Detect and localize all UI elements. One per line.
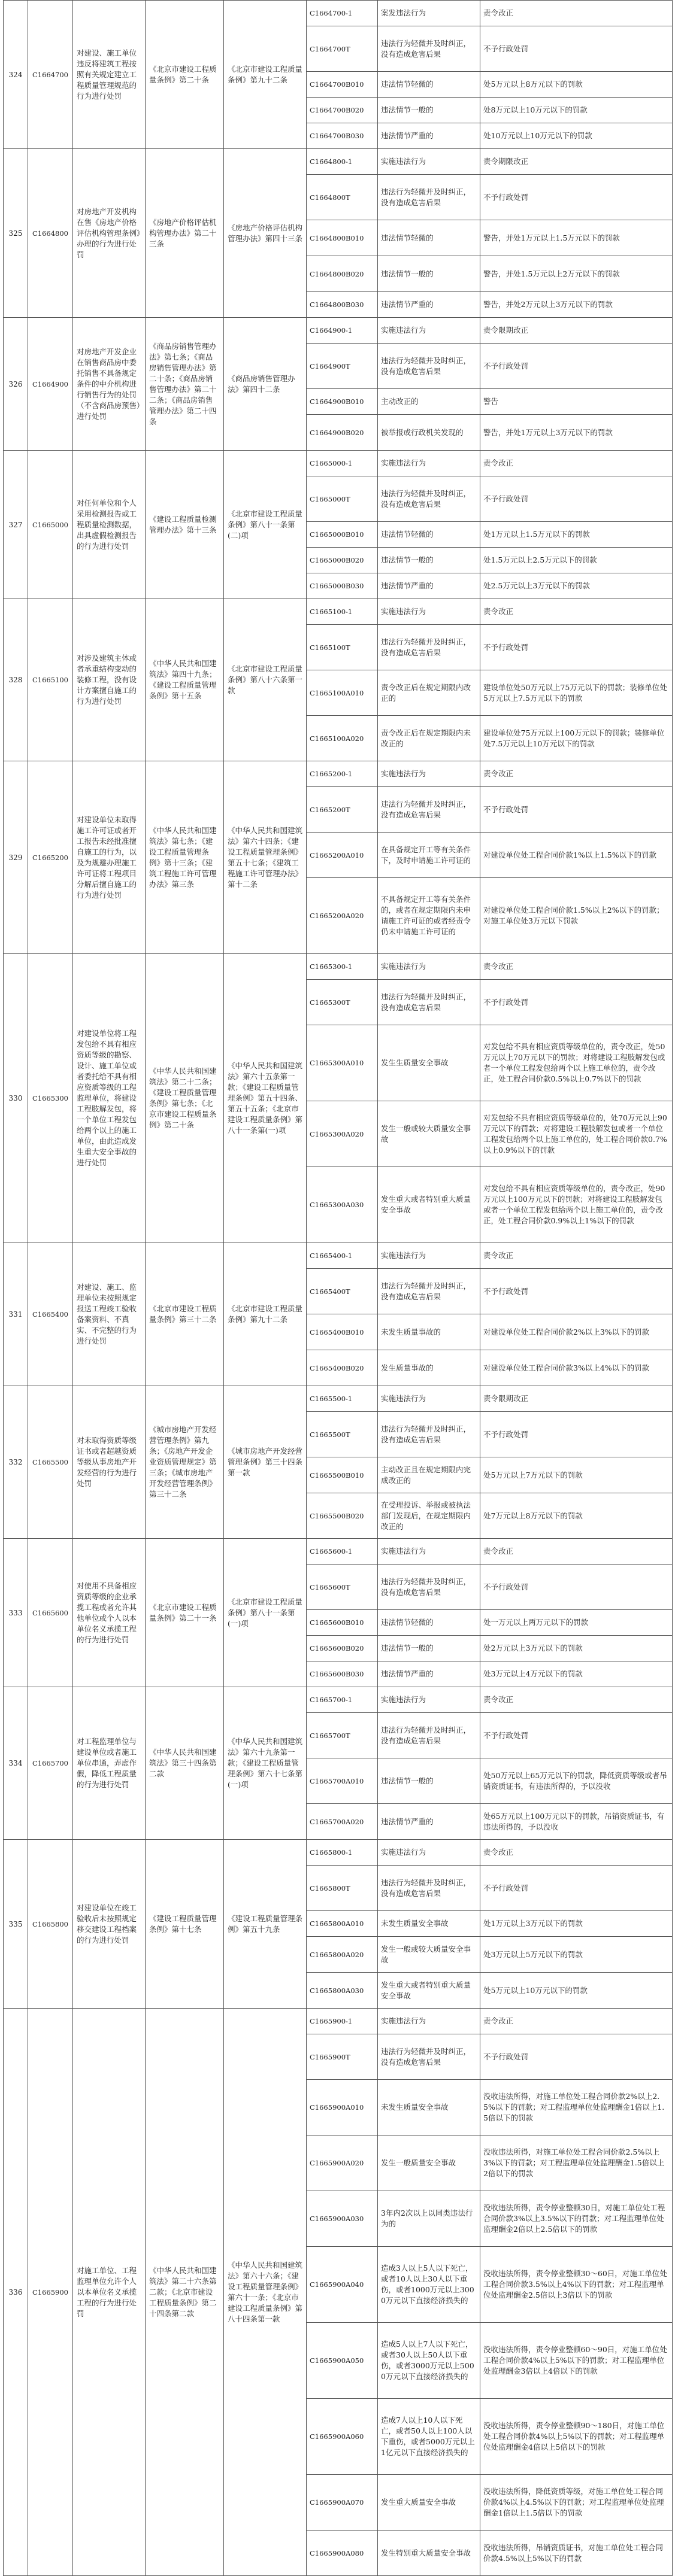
penalty-standard: 警告，并处1万元以上3万元以下的罚款	[480, 415, 673, 451]
penalty-standard: 警告，并处1.5万元以上2万元以下的罚款	[480, 256, 673, 292]
sub-code: C1665900A050	[307, 2323, 378, 2399]
sub-code: C1664700T	[307, 26, 378, 72]
penalty-standard: 责令改正	[480, 1840, 673, 1866]
penalty-standard: 处5万元以上8万元以下的罚款	[480, 72, 673, 98]
penalty-standard: 警告，并处1万元以上1.5万元以下的罚款	[480, 220, 673, 256]
legal-basis: 《北京市建设工程质量条例》第三十二条	[146, 1243, 224, 1386]
circumstance: 发生质量事故的	[378, 1350, 480, 1386]
sub-code: C1664700B030	[307, 123, 378, 149]
sub-code: C1665900-1	[307, 2009, 378, 2034]
legal-basis: 《建设工程质量管理条例》第十七条	[146, 1840, 224, 2009]
circumstance: 违法情节一般的	[378, 1636, 480, 1661]
circumstance: 未发生质量安全事故	[378, 1911, 480, 1937]
circumstance: 发生一般或较大质量安全事故	[378, 1101, 480, 1167]
penalty-standard: 警告，并处2万元以上3万元以下的罚款	[480, 292, 673, 318]
circumstance: 违法行为轻微并及时纠正，没有造成危害后果	[378, 26, 480, 72]
circumstance: 造成5人以上7人以下死亡，或者30人以上50人以下重伤，或者3000万元以上5000万元以下直接经济损失的	[378, 2323, 480, 2399]
legal-basis: 《北京市建设工程质量条例》第二十一条	[146, 1539, 224, 1687]
circumstance: 违法行为轻微并及时纠正，没有造成危害后果	[378, 1565, 480, 1610]
circumstance: 实施违法行为	[378, 954, 480, 980]
violation-description: 对房地产开发企业在销售商品房中委托销售不具备规定条件的中介机构进行销售行为的处罚（不含商品房预售）进行处罚	[73, 318, 146, 451]
circumstance: 违法行为轻微并及时纠正，没有造成危害后果	[378, 1713, 480, 1758]
sub-code: C1665200A020	[307, 878, 378, 954]
item-number: 328	[4, 599, 28, 761]
circumstance: 违法情节轻微的	[378, 72, 480, 98]
table-row	[4, 2009, 673, 2034]
penalty-standard: 处8万元以上10万元以下的罚款	[480, 98, 673, 123]
circumstance: 造成3人以上5人以下死亡，或者10人以上30人以下重伤，或者1000万元以上3000万元以下直接经济损失的	[378, 2247, 480, 2323]
item-number: 331	[4, 1243, 28, 1386]
circumstance: 违法行为轻微并及时纠正，没有造成危害后果	[378, 175, 480, 220]
penalty-standard: 处5万元以上10万元以下的罚款	[480, 1973, 673, 2009]
item-code: C1665200	[28, 761, 73, 954]
legal-basis: 《中华人民共和国建筑法》第三十四条第二款	[146, 1687, 224, 1840]
penalty-standard: 责令改正	[480, 1, 673, 26]
penalty-standard: 处7万元以上8万元以下的罚款	[480, 1493, 673, 1539]
penalty-standard: 处一万元以上两万元以下的罚款	[480, 1610, 673, 1636]
circumstance: 被举报或行政机关发现的	[378, 415, 480, 451]
penalty-standard: 建设单位处75万元以上100万元以下的罚款；装修单位处7.5万元以上10万元以下的罚款	[480, 716, 673, 761]
sub-code: C1665200T	[307, 787, 378, 833]
penalty-standard: 责令限期改正	[480, 318, 673, 344]
circumstance: 违法行为轻微并及时纠正，没有造成危害后果	[378, 2034, 480, 2080]
sub-code: C1665000T	[307, 476, 378, 522]
sub-code: C1665200-1	[307, 761, 378, 787]
sub-code: C1664700B020	[307, 98, 378, 123]
penalty-standard: 责令改正	[480, 2009, 673, 2034]
sub-code: C1665100-1	[307, 599, 378, 625]
legal-basis: 《城市房地产开发经营管理条例》第九条；《房地产开发企业资质管理规定》第三条；《城市房地产开发经营管理条例》第三十二条	[146, 1386, 224, 1539]
circumstance: 违法情节严重的	[378, 573, 480, 599]
sub-code: C1665800A020	[307, 1937, 378, 1973]
circumstance: 责令改正后在规定期限内未改正的	[378, 716, 480, 761]
legal-basis: 《中华人民共和国建筑法》第二十六条第二款；《北京市建设工程质量条例》第二十四条第二款	[146, 2009, 224, 2576]
penalty-standard: 对发包给不具有相应资质等级单位的，处70万元以上90万元以下的罚款；对将建设工程肢解发包或者一个单位工程发包给两个以上施工单位的，处工程合同价款0.7%以上0.9%以下的罚款	[480, 1101, 673, 1167]
violation-description: 对涉及建筑主体或者承重结构变动的装修工程，没有设计方案擅自施工的行为进行处罚	[73, 599, 146, 761]
circumstance: 违法行为轻微并及时纠正，没有造成危害后果	[378, 787, 480, 833]
sub-code: C1665800A010	[307, 1911, 378, 1937]
sub-code: C1665900T	[307, 2034, 378, 2080]
penalty-standard: 对建设单位处工程合同价款1%以上1.5%以下的罚款	[480, 833, 673, 878]
circumstance: 违法情节轻微的	[378, 220, 480, 256]
penalty-standard: 不予行政处罚	[480, 2034, 673, 2080]
penalty-standard: 不予行政处罚	[480, 26, 673, 72]
penalty-standard: 处2.5万元以上3万元以下的罚款	[480, 573, 673, 599]
penalty-standard: 不予行政处罚	[480, 1565, 673, 1610]
table-row	[4, 954, 673, 980]
penalty-standard: 处5万元以上7万元以下的罚款	[480, 1457, 673, 1493]
item-number: 335	[4, 1840, 28, 2009]
penalty-standard: 对发包给不具有相应资质等级单位的，责令改正，处90万元以上100万元以下的罚款；对将建设工程肢解发包或者一个单位工程发包给两个以上施工单位的，责令改正，处工程合同价款0.9%以上1%以下的罚款	[480, 1167, 673, 1243]
item-number: 333	[4, 1539, 28, 1687]
penalty-standard: 责令改正	[480, 1243, 673, 1269]
table-row	[4, 451, 673, 476]
circumstance: 实施违法行为	[378, 1687, 480, 1713]
table-row	[4, 599, 673, 625]
item-code: C1664800	[28, 149, 73, 318]
sub-code: C1665900A030	[307, 2191, 378, 2247]
table-row	[4, 1840, 673, 1866]
penalty-standard: 责令期限改正	[480, 149, 673, 175]
legal-basis: 《房地产价格评估机构管理办法》第二十三条	[146, 149, 224, 318]
table-row	[4, 318, 673, 344]
circumstance: 实施违法行为	[378, 2009, 480, 2034]
penalty-standard: 对建设单位处工程合同价款2%以上3%以下的罚款	[480, 1314, 673, 1350]
sub-code: C1665000B030	[307, 573, 378, 599]
penalty-standard: 不予行政处罚	[480, 175, 673, 220]
sub-code: C1664700B010	[307, 72, 378, 98]
sub-code: C1664800B030	[307, 292, 378, 318]
sub-code: C1665300A010	[307, 1025, 378, 1101]
item-number: 327	[4, 451, 28, 599]
sub-code: C1665900A070	[307, 2475, 378, 2531]
penalty-standard: 没收违法所得，责令停业整顿60～90日，对施工单位处工程合同价款4%以上5%以下的罚款；对工程监理单位处监理酬金3倍以上4倍以下的罚款	[480, 2323, 673, 2399]
penalty-standard: 对建设单位处工程合同价款1.5%以上2%以下的罚款；对施工单位处3万元以下罚款	[480, 878, 673, 954]
circumstance: 违法情节一般的	[378, 256, 480, 292]
sub-code: C1665800-1	[307, 1840, 378, 1866]
sub-code: C1664900T	[307, 344, 378, 389]
penalty-basis: 《城市房地产开发经营管理条例》第三十四条第一款	[224, 1386, 307, 1539]
circumstance: 发生重大质量安全事故	[378, 2475, 480, 2531]
sub-code: C1664900-1	[307, 318, 378, 344]
sub-code: C1665300A030	[307, 1167, 378, 1243]
sub-code: C1665400B010	[307, 1314, 378, 1350]
penalty-standard: 处1万元以上3万元以下的罚款	[480, 1911, 673, 1937]
circumstance: 违法情节轻微的	[378, 522, 480, 548]
penalty-standard: 责令改正	[480, 761, 673, 787]
sub-code: C1665500B010	[307, 1457, 378, 1493]
penalty-standard: 责令改正	[480, 1687, 673, 1713]
sub-code: C1664800B020	[307, 256, 378, 292]
penalty-standard: 对建设单位处工程合同价款3%以上4%以下的罚款	[480, 1350, 673, 1386]
table-row	[4, 1, 673, 26]
penalty-standard: 没收违法所得，降低资质等级，对施工单位处工程合同价款4%以上4.5%以下的罚款；对工程监理单位处监理酬金1倍以上1.5倍以下的罚款	[480, 2475, 673, 2531]
penalty-standard: 处1.5万元以上2.5万元以下的罚款	[480, 548, 673, 573]
circumstance: 发生生质量安全事故	[378, 1025, 480, 1101]
penalty-standard: 没收违法所得，对施工单位处工程合同价款2%以上2.5%以下的罚款；对工程监理单位处监理酬金1倍以上1.5倍以下的罚款	[480, 2080, 673, 2135]
sub-code: C1664900B020	[307, 415, 378, 451]
penalty-basis: 《中华人民共和国建筑法》第六十六条；《建设工程质量管理条例》第六十一条；《北京市建设工程质量条例》第八十四条第一款	[224, 2009, 307, 2576]
circumstance: 违法行为轻微并及时纠正，没有造成危害后果	[378, 1269, 480, 1314]
sub-code: C1665600B010	[307, 1610, 378, 1636]
penalty-basis: 《北京市建设工程质量条例》第九十二条	[224, 1243, 307, 1386]
violation-description: 对建设、施工、监理单位未按照规定报送工程竣工验收备案资料、不真实、不完整的行为进行处罚	[73, 1243, 146, 1386]
sub-code: C1665700T	[307, 1713, 378, 1758]
table-row	[4, 1386, 673, 1412]
circumstance: 主动改正且在规定期限内完成改正的	[378, 1457, 480, 1493]
penalty-basis: 《北京市建设工程质量条例》第八十一条第(二)项	[224, 451, 307, 599]
item-code: C1665000	[28, 451, 73, 599]
circumstance: 违法行为轻微并及时纠正，没有造成危害后果	[378, 344, 480, 389]
penalty-basis: 《中华人民共和国建筑法》第六十四条；《建设工程质量管理条例》第五十七条；《建筑工程施工许可管理办法》第十二条	[224, 761, 307, 954]
violation-description: 对工程监理单位与建设单位或者施工单位串通，弄虚作假，降低工程质量的行为进行处罚	[73, 1687, 146, 1840]
penalty-standard: 处50万元以上65万元以下的罚款，降低资质等级或者吊销资质证书，有违法所得的，予以没收	[480, 1758, 673, 1804]
item-code: C1665800	[28, 1840, 73, 2009]
penalty-standard: 责令改正	[480, 954, 673, 980]
penalty-standard: 建设单位处50万元以上75万元以下的罚款；装修单位处5万元以上7.5万元以下的罚款	[480, 670, 673, 716]
legal-basis: 《北京市建设工程质量条例》第二十条	[146, 1, 224, 149]
sub-code: C1665600B020	[307, 1636, 378, 1661]
circumstance: 违法情节严重的	[378, 1804, 480, 1840]
penalty-standard: 不予行政处罚	[480, 1269, 673, 1314]
sub-code: C1664700-1	[307, 1, 378, 26]
item-number: 334	[4, 1687, 28, 1840]
circumstance: 实施违法行为	[378, 149, 480, 175]
circumstance: 实施违法行为	[378, 761, 480, 787]
penalty-standard: 不予行政处罚	[480, 980, 673, 1025]
sub-code: C1665600B030	[307, 1661, 378, 1687]
violation-description: 对建设单位在竣工验收后未按照规定移交建设工程档案的行为进行处罚	[73, 1840, 146, 2009]
item-number: 325	[4, 149, 28, 318]
penalty-basis: 《中华人民共和国建筑法》第六十九条第一款；《建设工程质量管理条例》第六十七条第(一)项	[224, 1687, 307, 1840]
sub-code: C1665000B010	[307, 522, 378, 548]
sub-code: C1665600-1	[307, 1539, 378, 1565]
item-number: 330	[4, 954, 28, 1243]
sub-code: C1665100A020	[307, 716, 378, 761]
item-code: C1664700	[28, 1, 73, 149]
circumstance: 未发生质量安全事故	[378, 2080, 480, 2135]
item-code: C1665400	[28, 1243, 73, 1386]
circumstance: 案发违法行为	[378, 1, 480, 26]
sub-code: C1665800T	[307, 1866, 378, 1911]
penalty-standard: 处3万元以上5万元以下的罚款	[480, 1937, 673, 1973]
circumstance: 违法行为轻微并及时纠正，没有造成危害后果	[378, 1412, 480, 1457]
violation-description: 对任何单位和个人采用检测报告或工程质量检测数据，出具虚假检测报告的行为进行处罚	[73, 451, 146, 599]
violation-description: 对使用不具备相应资质等级的企业承揽工程或者允许其他单位或个人以本单位名义承揽工程的行为进行处罚	[73, 1539, 146, 1687]
legal-basis: 《建设工程质量检测管理办法》第十三条	[146, 451, 224, 599]
sub-code: C1665900A010	[307, 2080, 378, 2135]
circumstance: 发生一般或较大质量安全事故	[378, 1937, 480, 1973]
sub-code: C1664800B010	[307, 220, 378, 256]
penalty-standard: 没收违法所得，对施工单位处工程合同价款2.5%以上3%以下的罚款；对工程监理单位处监理酬金1.5倍以上2倍以下的罚款	[480, 2135, 673, 2191]
circumstance: 违法情节轻微的	[378, 1610, 480, 1636]
penalty-standard: 处10万元以上10万元以下的罚款	[480, 123, 673, 149]
item-number: 329	[4, 761, 28, 954]
circumstance: 违法情节一般的	[378, 98, 480, 123]
sub-code: C1665300A020	[307, 1101, 378, 1167]
sub-code: C1665700A020	[307, 1804, 378, 1840]
penalty-basis: 《商品房销售管理办法》第四十二条	[224, 318, 307, 451]
penalty-basis: 《北京市建设工程质量条例》第八十六条第一款	[224, 599, 307, 761]
penalty-basis: 《建设工程质量管理条例》第五十九条	[224, 1840, 307, 2009]
circumstance: 造成7人以上10人以下死亡，或者50人以上100人以下重伤，或者5000万元以上1亿元以下直接经济损失的	[378, 2399, 480, 2475]
penalty-standard: 责令限期改正	[480, 1386, 673, 1412]
penalty-standard: 不予行政处罚	[480, 344, 673, 389]
penalty-standard: 责令改正	[480, 599, 673, 625]
circumstance: 在具备规定开工等有关条件下，及时申请施工许可证的	[378, 833, 480, 878]
sub-code: C1665900A040	[307, 2247, 378, 2323]
circumstance: 不具备规定开工等有关条件的，或者在规定期限内未申请施工许可证的或者经责令仍未申请施工许可证的	[378, 878, 480, 954]
penalty-standard: 没收违法所得，责令停业整顿90～180日，对施工单位处工程合同价款4%以上5%以下的罚款；对工程监理单位处监理酬金4倍以上5倍以下的罚款	[480, 2399, 673, 2475]
table-row	[4, 761, 673, 787]
circumstance: 实施违法行为	[378, 1386, 480, 1412]
circumstance: 未发生质量事故的	[378, 1314, 480, 1350]
sub-code: C1665500-1	[307, 1386, 378, 1412]
penalty-standard: 没收违法所得，吊销资质证书，对施工单位处工程合同价款4.5%以上5%以下的罚款	[480, 2531, 673, 2576]
item-code: C1665600	[28, 1539, 73, 1687]
circumstance: 责令改正后在规定期限内改正的	[378, 670, 480, 716]
table-row	[4, 1243, 673, 1269]
item-number: 336	[4, 2009, 28, 2576]
item-code: C1665500	[28, 1386, 73, 1539]
circumstance: 实施违法行为	[378, 318, 480, 344]
sub-code: C1665700A010	[307, 1758, 378, 1804]
table-row	[4, 1687, 673, 1713]
circumstance: 违法行为轻微并及时纠正，没有造成危害后果	[378, 625, 480, 670]
item-code: C1665300	[28, 954, 73, 1243]
penalty-standard: 处3万元以上4万元以下的罚款	[480, 1661, 673, 1687]
violation-description: 对房地产开发机构在售《房地产价格评估机构管理条例》办理的行为进行处罚	[73, 149, 146, 318]
circumstance: 3年内2次以上以同类违法行为的	[378, 2191, 480, 2247]
penalty-standard: 没收违法所得，责令停业整顿30日，对施工单位处工程合同价款3%以上3.5%以下的罚款；对工程监理单位处监理酬金2倍以上2.5倍以下的罚款	[480, 2191, 673, 2247]
item-number: 326	[4, 318, 28, 451]
circumstance: 发生重大或者特别重大质量安全事故	[378, 1167, 480, 1243]
penalty-standard: 不予行政处罚	[480, 476, 673, 522]
penalty-standard: 责令改正	[480, 1539, 673, 1565]
penalty-standard: 处2万元以上3万元以下的罚款	[480, 1636, 673, 1661]
penalty-standard: 对发包给不具有相应资质等级单位的，责令改正，处50万元以上70万元以下的罚款；对将建设工程肢解发包或者一个单位工程发包给两个以上施工单位的，责令改正，处工程合同价款0.5%以上0.7%以下的罚款	[480, 1025, 673, 1101]
sub-code: C1664800T	[307, 175, 378, 220]
violation-description: 对施工单位、工程监理单位允许个人以本单位名义承揽工程的行为进行处罚	[73, 2009, 146, 2576]
circumstance: 违法行为轻微并及时纠正，没有造成危害后果	[378, 980, 480, 1025]
item-number: 332	[4, 1386, 28, 1539]
sub-code: C1665900A020	[307, 2135, 378, 2191]
penalty-standard: 不予行政处罚	[480, 1713, 673, 1758]
penalty-basis: 《北京市建设工程质量条例》第九十二条	[224, 1, 307, 149]
sub-code: C1665000-1	[307, 451, 378, 476]
sub-code: C1665500B020	[307, 1493, 378, 1539]
penalty-standard: 不予行政处罚	[480, 1866, 673, 1911]
circumstance: 实施违法行为	[378, 1539, 480, 1565]
circumstance: 违法情节严重的	[378, 1661, 480, 1687]
sub-code: C1664900B010	[307, 389, 378, 415]
circumstance: 实施违法行为	[378, 1840, 480, 1866]
penalty-standard: 警告	[480, 389, 673, 415]
penalty-standard: 处65万元以上100万元以下的罚款，吊销资质证书，有违法所得的，予以没收	[480, 1804, 673, 1840]
penalty-standard: 没收违法所得，责令停业整顿30～60日，对施工单位处工程合同价款3.5%以上4%以下的罚款；对工程监理单位处监理酬金2.5倍以上3倍以下的罚款	[480, 2247, 673, 2323]
penalty-standard: 处1万元以上1.5万元以下的罚款	[480, 522, 673, 548]
circumstance: 发生一般质量安全事故	[378, 2135, 480, 2191]
sub-code: C1665100A010	[307, 670, 378, 716]
legal-basis: 《中华人民共和国建筑法》第七条；《建设工程质量管理条例》第十三条；《建筑工程施工许可管理办法》第三条	[146, 761, 224, 954]
penalty-standard: 不予行政处罚	[480, 787, 673, 833]
penalty-basis: 《北京市建设工程质量条例》第八十一条第(一)项	[224, 1539, 307, 1687]
sub-code: C1665900A060	[307, 2399, 378, 2475]
circumstance: 违法情节一般的	[378, 1758, 480, 1804]
violation-description: 对未取得资质等级证书或者超越资质等级从事房地产开发经营的行为进行处罚	[73, 1386, 146, 1539]
sub-code: C1665700-1	[307, 1687, 378, 1713]
sub-code: C1665300T	[307, 980, 378, 1025]
legal-basis: 《商品房销售管理办法》第七条；《商品房销售管理办法》第二十条；《商品房销售管理办法》第二十二条；《商品房销售管理办法》第二十四条	[146, 318, 224, 451]
circumstance: 违法情节一般的	[378, 548, 480, 573]
sub-code: C1665600T	[307, 1565, 378, 1610]
sub-code: C1665200A010	[307, 833, 378, 878]
table-row	[4, 149, 673, 175]
penalty-standard: 不予行政处罚	[480, 625, 673, 670]
legal-basis: 《中华人民共和国建筑法》第四十九条；《建设工程质量管理条例》第十五条	[146, 599, 224, 761]
circumstance: 违法行为轻微并及时纠正，没有造成危害后果	[378, 1866, 480, 1911]
circumstance: 在受理投诉、举报或被执法部门发现后，在规定期限内改正的	[378, 1493, 480, 1539]
penalty-basis: 《房地产价格评估机构管理办法》第四十三条	[224, 149, 307, 318]
item-code: C1665900	[28, 2009, 73, 2576]
sub-code: C1665400T	[307, 1269, 378, 1314]
sub-code: C1665800A030	[307, 1973, 378, 2009]
sub-code: C1665000B020	[307, 548, 378, 573]
penalty-standards-table	[3, 0, 673, 2576]
circumstance: 违法情节严重的	[378, 292, 480, 318]
legal-basis: 《中华人民共和国建筑法》第二十二条；《建设工程质量管理条例》第七条；《北京市建设工程质量条例》第二十条	[146, 954, 224, 1243]
circumstance: 违法行为轻微并及时纠正，没有造成危害后果	[378, 476, 480, 522]
sub-code: C1664800-1	[307, 149, 378, 175]
sub-code: C1665400-1	[307, 1243, 378, 1269]
item-code: C1664900	[28, 318, 73, 451]
penalty-basis: 《中华人民共和国建筑法》第六十五条第一款；《建设工程质量管理条例》第五十四条、第五十五条；《北京市建设工程质量条例》第八十一条第(一)项	[224, 954, 307, 1243]
circumstance: 实施违法行为	[378, 599, 480, 625]
circumstance: 实施违法行为	[378, 1243, 480, 1269]
sub-code: C1665900A080	[307, 2531, 378, 2576]
item-code: C1665700	[28, 1687, 73, 1840]
penalty-standard: 责令改正	[480, 451, 673, 476]
violation-description: 对建设单位未取得施工许可证或者开工报告未经批准擅自施工的行为，以及为规避办理施工许可证将工程项目分解后擅自施工的行为进行处罚	[73, 761, 146, 954]
penalty-standard: 不予行政处罚	[480, 1412, 673, 1457]
sub-code: C1665300-1	[307, 954, 378, 980]
circumstance: 发生重大或者特别重大质量安全事故	[378, 1973, 480, 2009]
table-row	[4, 1539, 673, 1565]
circumstance: 发生特别重大质量安全事故	[378, 2531, 480, 2576]
sub-code: C1665500T	[307, 1412, 378, 1457]
sub-code: C1665400B020	[307, 1350, 378, 1386]
item-number: 324	[4, 1, 28, 149]
circumstance: 实施违法行为	[378, 451, 480, 476]
violation-description: 对建设、施工单位违反将建筑工程按照有关规定建立工程质量管理规范的行为进行处罚	[73, 1, 146, 149]
circumstance: 违法情节严重的	[378, 123, 480, 149]
item-code: C1665100	[28, 599, 73, 761]
circumstance: 主动改正的	[378, 389, 480, 415]
violation-description: 对建设单位将工程发包给不具有相应资质等级的勘察、设计、施工单位或者委托给不具有相应资质等级的工程监理单位，将建设工程肢解发包，将一个单位工程发包给两个以上的施工单位，由此造成发生重大安全事故的进行处罚	[73, 954, 146, 1243]
sub-code: C1665100T	[307, 625, 378, 670]
